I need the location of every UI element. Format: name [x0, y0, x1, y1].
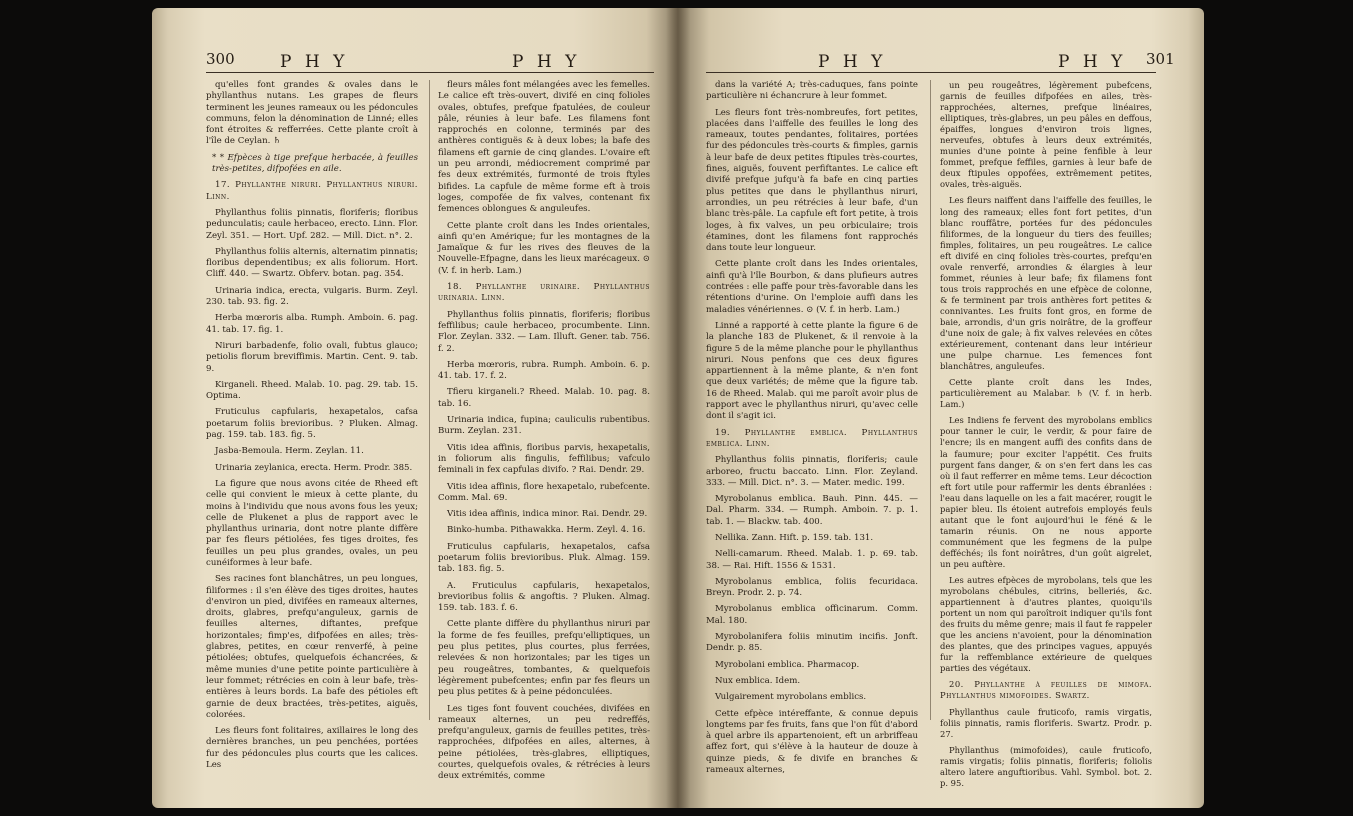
paragraph: Les fleurs font folitaires, axillaires le long des dernières branches, un peu penchées, portées fur des pédoncules plus courts que les calices. Les [206, 726, 418, 771]
paragraph: Herba mœroris alba. Rumph. Amboin. 6. pag. 41. tab. 17. fig. 1. [206, 313, 418, 335]
paragraph: qu'elles font grandes & ovales dans le phyllanthus nutans. Les grapes de fleurs terminent les jeunes rameaux ou les pédoncules communs, felon la dénomination de Linné; elles font étroites & refferrées. Cette plante croît à l'île de Ceylan. ♄ [206, 80, 418, 147]
paragraph: Urinaria zeylanica, erecta. Herm. Prodr. 385. [215, 462, 413, 473]
left-column-2 [438, 80, 650, 788]
paragraph: La figure que nous avons citée de Rheed eft celle qui convient le mieux à cette plante, du moins à l'individu que nous avons fous les yeux; celle de Plukenet a plus de rapport avec le phyllanthus urinaria, dont notre plante diffère par fes fleurs pétiolées, fes tiges droites, fes feuilles un peu plus grandes, ovales, un peu cunéiformes à leur bafe. [206, 478, 418, 568]
paragraph: Les Indiens fe fervent des myrobolans emblics pour tanner le cuir, le verdir, & pour faire de l'encre; ils en mangent auffi des confits dans de la faumure; pour exciter l'appétit. Ces fruits purgent fans danger, & on s'en fert dans les cas où il faut refferrer en même tems. Leur décoction eft fort utile pour raffermir les dents ébranlées : l'eau dans laquelle on les a fait macérer, rougit le papier bleu. Ils étoient autrefois employés feuls autant que le font aujourd'hui le féné & le tamarin réunis. On ne nous apporte communément que les fegmens de la pulpe defféchés; ils font noirâtres, d'un goût aigrelet, un peu auftère. [940, 415, 1152, 569]
page-number-right: 301 [1146, 50, 1175, 68]
left-column-1 [206, 80, 418, 776]
paragraph: Linné a rapporté à cette plante la figure 6 de la planche 183 de Plukenet, & il renvoie à la figure 5 de la même planche pour le phyllanthus niruri. Nous penfons que ces deux figures appartiennent à la même plante, & n'en font que deux variétés; de même que la figure tab. 16 de Rheed. Malab. qui me paroît avoir plus de rapport avec le phyllanthus niruri, qu'avec celle dont il s'agit ici. [706, 320, 918, 422]
paragraph: * * Efpèces à tige prefque herbacée, à feuilles très-petites, difpofées en aile. [212, 152, 418, 175]
paragraph: Vitis idea affinis, flore hexapetalo, rubefcente. Comm. Mal. 69. [438, 481, 650, 503]
paragraph: Fruticulus capfularis, hexapetalos, cafsa poetarum foliis brevioribus. ? Pluken. Almag. pag. 159. tab. 183. fig. 5. [206, 407, 418, 441]
book-gutter [666, 8, 690, 808]
paragraph: Tfieru kirganeli.? Rheed. Malab. 10. pag. 8. tab. 16. [438, 387, 650, 409]
column-divider-right [930, 80, 931, 720]
header-rule-left [206, 72, 654, 73]
paragraph: Les fleurs naiffent dans l'aiffelle des feuilles, le long des rameaux; elles font fort petites, d'un blanc rouffâtre, portées fur des pédoncules filiformes, de la longueur du tiers des feuilles; fimples, folitaires, un peu rougeâtres. Le calice eft divifé en cinq folioles très-courtes, prefqu'en ovale renverfé, arrondies & élargies à leur fommet, réunies à leur bafe; fix filamens font tous trois rapprochés en une efpèce de colonne, & fe terminent par trois anthères fort petites & connivantes. Les fruits font gros, en forme de baie, arrondis, d'un gris noirâtre, de la groffeur d'une noix de gale; à fix valves relevées en côtes extérieurement, contenant dans leur intérieur une pulpe charnue. Les femences font blanchâtres, anguleufes. [940, 195, 1152, 372]
paragraph: Urinaria indica, erecta, vulgaris. Burm. Zeyl. 230. tab. 93. fig. 2. [206, 285, 418, 308]
paragraph: Vitis idea affinis, indica minor. Rai. Dendr. 29. [447, 509, 648, 520]
running-head-left-center: P H Y [512, 52, 581, 72]
paragraph: Phyllanthus caule fruticofo, ramis virgatis, foliis pinnatis, ramis floriferis. Swartz. Prodr. p. 27. [940, 706, 1152, 739]
paragraph: Vitis idea affinis, floribus parvis, hexapetalis, in foliorum alis fingulis, feffilibus; vafculo feminali in fex capfulas divifo. ? Rai. Dendr. 29. [438, 442, 650, 476]
paragraph: Vulgairement myrobolans emblics. [715, 692, 867, 703]
paragraph: 20. Phyllanthe à feuilles de mimofa. Phyllanthus mimofoides. Swartz. [940, 679, 1152, 701]
paragraph: Les autres efpèces de myrobolans, tels que les myrobolans chébules, citrins, belleriés, &c. appartiennent à d'autres plantes, quoiqu'ils portent un nom qui paroîtroit indiquer qu'ils font des fruits du même genre; mais il faut fe rappeler que les anciens n'avoient, pour la dénomination des plantes, que des principes vagues, appuyés fur la reffemblance extérieure de quelques parties des végétaux. [940, 575, 1152, 674]
right-column-2 [940, 80, 1152, 794]
paragraph: Binko-humba. Pithawakka. Herm. Zeyl. 4. 16. [447, 525, 646, 536]
paragraph: Phyllanthus (mimofoides), caule fruticofo, ramis virgatis; foliis pinnatis, floriferis; foliolis altero latere anguftioribus. Vahl. Symbol. bot. 2. p. 95. [940, 744, 1152, 788]
paragraph: 18. Phyllanthe urinaire. Phyllanthus urinaria. Linn. [438, 282, 650, 304]
running-head-right: P H Y [1058, 52, 1127, 72]
paragraph: fleurs mâles font mélangées avec les femelles. Le calice eft très-ouvert, divifé en cinq folioles ovales, obtufes, prefque fpatulées, de couleur pâle, réunies à leur bafe. Les filamens font rapprochés en colonne, terminés par des anthères contiguës & à deux lobes; la bafe des filamens eft garnie de cinq glandes. L'ovaire eft un peu arrondi, médiocrement comprimé par fes deux extrémités, furmonté de trois ftyles bifides. La capfule de même forme eft à trois loges, compofée de fix valves, contenant fix femences oblongues & anguleufes. [438, 80, 650, 215]
paragraph: Cette efpèce intéreffante, & connue depuis longtems par fes fruits, fans que l'on fût d'abord à quel arbre ils appartenoient, eft un arbriffeau affez fort, qui s'élève à la hauteur de douze à quinze pieds, & fe divife en branches & rameaux alternes, [706, 708, 918, 776]
paragraph: Nelli-camarum. Rheed. Malab. 1. p. 69. tab. 38. — Rai. Hift. 1556 & 1531. [706, 549, 918, 571]
running-head-right-center: P H Y [818, 52, 887, 72]
paragraph: Myrobolanus emblica. Bauh. Pinn. 445. — Dal. Pharm. 334. — Rumph. Amboin. 7. p. 1. tab. 1. — Blackw. tab. 400. [706, 494, 918, 527]
open-book [152, 8, 1204, 808]
column-divider-left [429, 80, 430, 720]
paragraph: Jasba-Bemoula. Herm. Zeylan. 11. [215, 446, 364, 457]
paragraph: Nellika. Zann. Hift. p. 159. tab. 131. [715, 532, 874, 543]
paragraph: Phyllanthus foliis alternis, alternatim pinnatis; floribus dependentibus; ex alis foliorum. Hort. Cliff. 440. — Swartz. Obferv. botan. pag. 354. [206, 246, 418, 280]
paragraph: dans la variété A; très-caduques, fans pointe particulière ni échancrure à leur fommet. [706, 80, 918, 102]
paragraph: Cette plante croît dans les Indes orientales, ainfi qu'à l'île Bourbon, & dans plufieurs autres contrées : elle paffe pour très-favorable dans les rétentions d'urine. On l'emploie auffi dans les maladies vénériennes. ⊙ (V. f. in herb. Lam.) [706, 259, 918, 315]
paragraph: 17. Phyllanthe niruri. Phyllanthus niruri. Linn. [206, 180, 418, 202]
paragraph: Cette plante croît dans les Indes orientales, ainfi qu'en Amérique; fur les montagnes de la Jamaïque & fur les rives des fleuves de la Nouvelle-Efpagne, dans les lieux marécageux. ⊙ (V. f. in herb. Lam.) [438, 220, 650, 276]
paragraph: Nux emblica. Idem. [715, 675, 801, 686]
left-page [152, 8, 678, 808]
paragraph: Les tiges font fouvent couchées, divifées en rameaux alternes, un peu redreffés, prefqu'anguleux, garnis de feuilles petites, très-rapprochées, difpofées en ailes, alternes, à peine pétiolées, très-glabres, elliptiques, courtes, quelquefois ovales, & rétrécies à leurs deux extrémités, comme [438, 703, 650, 782]
paragraph: Fruticulus capfularis, hexapetalos, cafsa poetarum foliis brevioribus. Pluk. Almag. 159. tab. 183. fig. 5. [438, 541, 650, 575]
paragraph: Kirganeli. Rheed. Malab. 10. pag. 29. tab. 15. Optima. [206, 379, 418, 402]
header-rule-right [706, 72, 1156, 73]
paragraph: Urinaria indica, fupina; cauliculis rubentibus. Burm. Zeylan. 231. [438, 415, 650, 437]
right-page [678, 8, 1204, 808]
paragraph: Phyllanthus foliis pinnatis, floriferis; caule arboreo, fructu baccato. Linn. Flor. Zeyland. 333. — Mill. Dict. n°. 3. — Mater. medic. 199. [706, 455, 918, 488]
paragraph: Phyllanthus foliis pinnatis, floriferis; floribus pedunculatis; caule herbaceo, erecto. Linn. Flor. Zeyl. 351. — Hort. Upf. 282. — Mill. Dict. n°. 2. [206, 207, 418, 241]
paragraph: Phyllanthus foliis pinnatis, floriferis; floribus feffilibus; caule herbaceo, procumbente. Linn. Flor. Zeylan. 332. — Lam. Illuft. Gener. tab. 756. f. 2. [438, 309, 650, 354]
paragraph: Herba mœroris, rubra. Rumph. Amboin. 6. p. 41. tab. 17. f. 2. [438, 359, 650, 382]
paragraph: Cette plante croît dans les Indes, particulièrement au Malabar. ♄ (V. f. in herb. Lam.) [940, 377, 1152, 410]
paragraph: un peu rougeâtres, légèrement pubefcens, garnis de feuilles difpofées en ailes, très-rapprochées, alternes, prefque linéaires, elliptiques, très-glabres, un peu pâles en deffous, épaiffes, longues d'environ trois lignes, nerveufes, obtufes à leurs deux extrémités, munies d'une pointe à peine fenfible à leur fommet, prefque feffiles, garnies à leur bafe de deux ftipules oppofées, extrêmement petites, ovales, très-aiguës. [940, 80, 1152, 190]
page-number-left: 300 [206, 50, 235, 68]
paragraph: 19. Phyllanthe emblica. Phyllanthus emblica. Linn. [706, 427, 918, 449]
paragraph: Les fleurs font très-nombreufes, fort petites, placées dans l'aiffelle des feuilles le long des rameaux, toutes pendantes, folitaires, portées fur des pédoncules très-courts & fimples, garnis à leur bafe de deux petites ftipules très-courtes, fines, aiguës, fouvent perfiftantes. Le calice eft divifé prefque jufqu'à fa bafe en cinq parties plus petites que dans le phyllanthus niruri, arrondies, un peu rétrécies à leur bafe, d'un blanc très-pâle. La capfule eft fort petite, à trois loges, à fix valves, un peu orbiculaire; trois étamines, dont les filamens font rapprochés dans toute leur longueur. [706, 107, 918, 254]
paragraph: Cette plante diffère du phyllanthus niruri par la forme de fes feuilles, prefqu'elliptiques, un peu plus petites, plus courtes, plus ferrées, relevées & non horizontales; par les tiges un peu rougeâtres, tombantes, & quelquefois légèrement pubefcentes; enfin par fes fleurs un peu plus petites & à peine pédonculées. [438, 619, 650, 698]
paragraph: Ses racines font blanchâtres, un peu longues, filiformes : il s'en élève des tiges droites, hautes d'environ un pied, divifées en rameaux alternes, droits, glabres, prefqu'anguleux, garnis de feuilles alternes, diftantes, prefque horizontales; fimp'es, difpofées en ailes; très-glabres, petites, en cœur renverfé, à peine pétiolées; obtufes, quelquefois échancrées, & même munies d'une petite pointe particulière à leur fommet; rétrécies en coin à leur bafe, très-entières à leurs bords. La bafe des pétioles eft garnie de deux bractées, très-petites, aiguës, colorées. [206, 574, 418, 720]
paragraph: Myrobolanus emblica officinarum. Comm. Mal. 180. [706, 604, 918, 626]
paragraph: Myrobolanus emblica, foliis fecuridaca. Breyn. Prodr. 2. p. 74. [706, 576, 918, 599]
right-column-1 [706, 80, 918, 781]
paragraph: Niruri barbadenfe, folio ovali, fubtus glauco; petiolis florum breviffimis. Martin. Cent. 9. tab. 9. [206, 340, 418, 374]
paragraph: Myrobolanifera foliis minutim incifis. Jonft. Dendr. p. 85. [706, 632, 918, 654]
paragraph: A. Fruticulus capfularis, hexapetalos, brevioribus foliis & angoftis. ? Pluken. Almag. 159. tab. 183. f. 6. [438, 580, 650, 614]
running-head-left: P H Y [280, 52, 349, 72]
paragraph: Myrobolani emblica. Pharmacop. [715, 659, 860, 670]
